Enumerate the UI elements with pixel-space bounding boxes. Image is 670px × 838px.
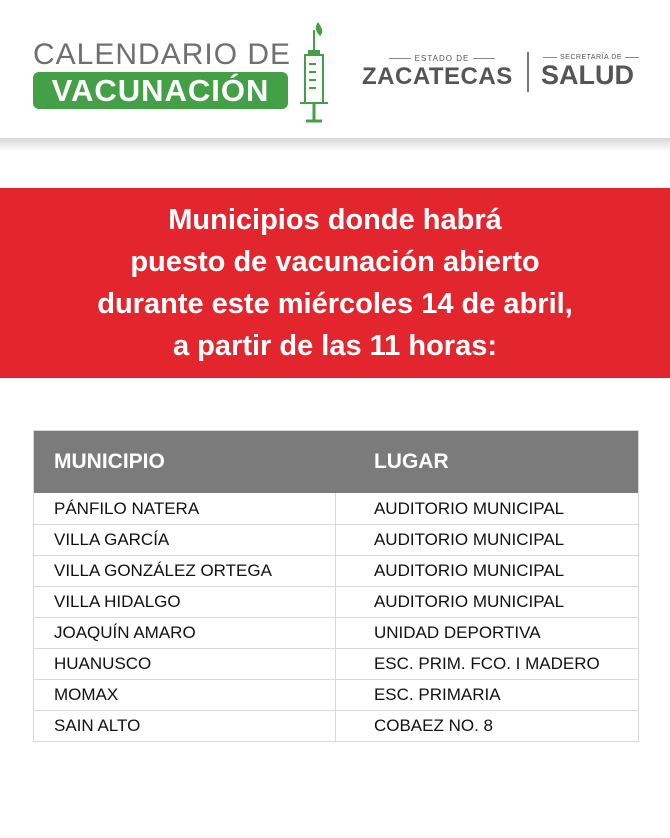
lugar-cell: AUDITORIO MUNICIPAL <box>373 498 565 518</box>
vaccination-sites-table <box>33 430 639 742</box>
syringe-icon <box>296 20 332 128</box>
lugar-cell: COBAEZ NO. 8 <box>373 716 493 735</box>
municipio-cell: JOAQUÍN AMARO <box>34 618 336 648</box>
lugar-cell: AUDITORIO MUNICIPAL <box>373 592 565 611</box>
table-row <box>34 679 638 710</box>
municipio-cell: VILLA GARCÍA <box>34 525 336 555</box>
table-row <box>34 555 638 586</box>
table-row <box>34 524 638 555</box>
municipio-cell: VILLA GONZÁLEZ ORTEGA <box>34 556 336 586</box>
vaccination-title: VACUNACIÓN <box>51 72 270 108</box>
lugar-cell: ESC. PRIM. FCO. I MADERO <box>373 654 600 673</box>
column-header-lugar: LUGAR <box>373 450 449 473</box>
municipio-cell: MOMAX <box>34 680 336 710</box>
table-row <box>34 617 638 648</box>
banner-line: puesto de vacunación abierto <box>130 246 540 278</box>
table-header <box>34 431 638 493</box>
secretaria-label: SECRETARÍA DE <box>540 54 640 61</box>
logo-divider <box>527 52 529 92</box>
lugar-cell: ESC. PRIMARIA <box>373 685 501 704</box>
announcement-banner <box>0 188 670 378</box>
municipio-cell: SAIN ALTO <box>34 711 336 741</box>
lugar-cell: AUDITORIO MUNICIPAL <box>373 530 565 549</box>
municipio-cell: VILLA HIDALGO <box>34 587 336 617</box>
estado-name: ZACATECAS <box>362 63 513 90</box>
banner-line: Municipios donde habrá <box>168 204 502 236</box>
banner-line: durante este miércoles 14 de abril, <box>97 288 573 320</box>
header <box>0 0 670 140</box>
header-shadow <box>0 138 670 152</box>
municipio-cell: PÁNFILO NATERA <box>34 493 336 524</box>
estado-label: ESTADO DE <box>372 54 512 63</box>
lugar-cell: AUDITORIO MUNICIPAL <box>373 561 565 580</box>
lugar-cell: UNIDAD DEPORTIVA <box>373 623 541 642</box>
table-row <box>34 586 638 617</box>
calendar-title: CALENDARIO DE <box>33 38 292 71</box>
secretaria-name: SALUD <box>541 60 634 90</box>
column-header-municipio: MUNICIPIO <box>54 450 165 473</box>
municipio-cell: HUANUSCO <box>34 649 336 679</box>
banner-line: a partir de las 11 horas: <box>173 330 497 362</box>
table-row <box>34 710 638 741</box>
table-row <box>34 493 638 524</box>
vaccination-title-badge <box>33 72 288 109</box>
table-row <box>34 648 638 679</box>
